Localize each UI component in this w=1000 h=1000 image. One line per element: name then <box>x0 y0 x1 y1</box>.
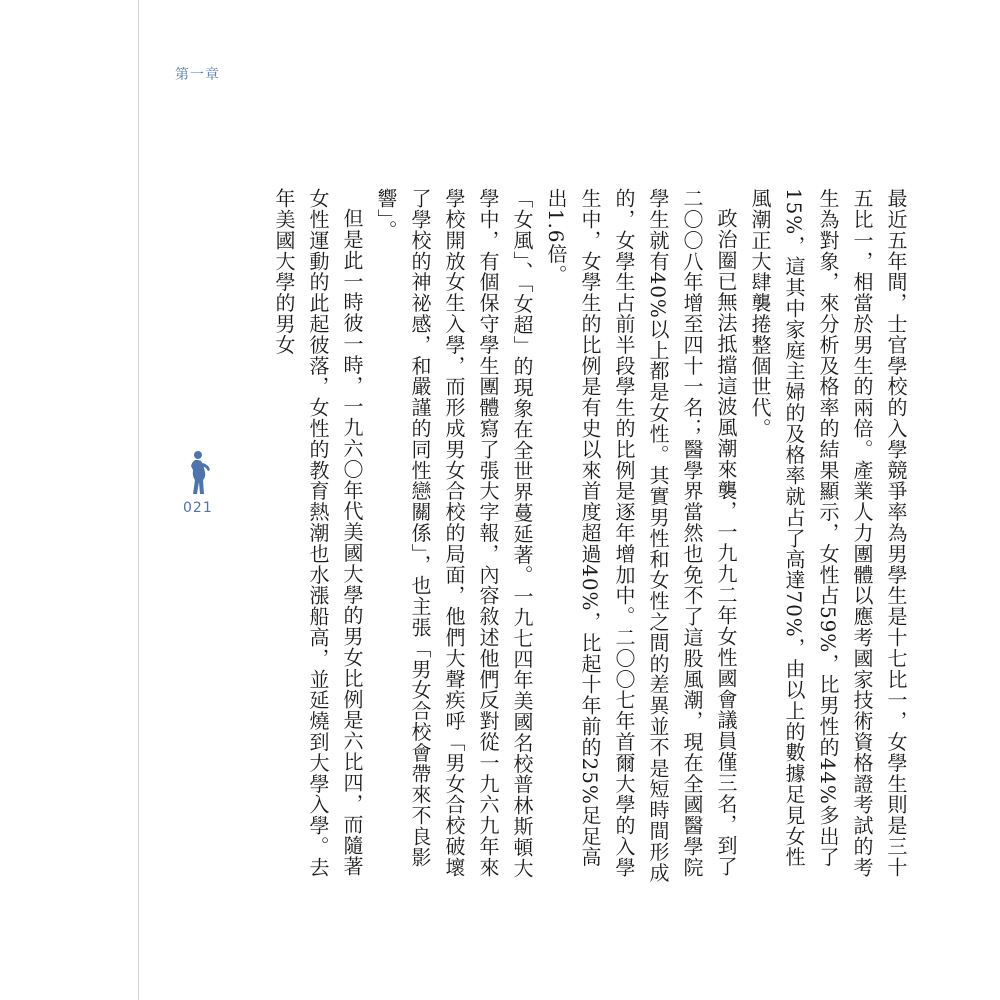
chapter-title: 第一章 <box>175 67 220 83</box>
paragraph-4: 但是此一時彼一時，一九六〇年代美國大學的男女比例是六比四，而隨著女性運動的此起彼落，女性的教育熱潮也水漲船高，並延燒到大學入學。去年美國大學的男女 <box>272 188 364 878</box>
book-page <box>138 0 1000 1000</box>
body-text <box>267 188 913 888</box>
paragraph-3: 「女風」、「女超」的現象在全世界蔓延著。一九七四年美國名校普林斯頓大學中，有個保守學生團體寫了張大字報，內容敘述他們反對從一九六九年來學校開放女生入學，而形成男女合校的局面，他們大聲疾呼「男女合校破壞了學校的神祕感，和嚴謹的同性戀關係」，也主張「男女合校會帶來不良影響」。 <box>374 188 534 879</box>
paragraph-1: 最近五年間，士官學校的入學競爭率為男學生是十七比一，女學生則是三十五比一，相當於男生的兩倍。產業人力團體以應考國家技術資格證考試的考生為對象，來分析及格率的結果顯示，女性占59%，比男性的44%多出了15%，這其中家庭主婦的及格率就占了高達70%，由以上的數據足見女性風潮正大肆襲捲整個世代。 <box>748 188 908 878</box>
paragraph-2: 政治圈已無法抵擋這波風潮來襲，一九九二年女性國會議員僅三名，到了二〇〇八年增至四十一名；醫學界當然也免不了這股風潮，現在全國醫學院學生就有40%以上都是女性。其實男性和女性之間的差異並不是短時間形成的，女學生占前半段學生的比例是逐年增加中。二〇〇七年首爾大學的入學生中，女學生的比例是有史以來首度超過40%，比起十年前的25%足足高出1.6倍。 <box>544 188 738 884</box>
page-number: 021 <box>183 500 213 516</box>
silhouette-icon <box>187 450 213 496</box>
